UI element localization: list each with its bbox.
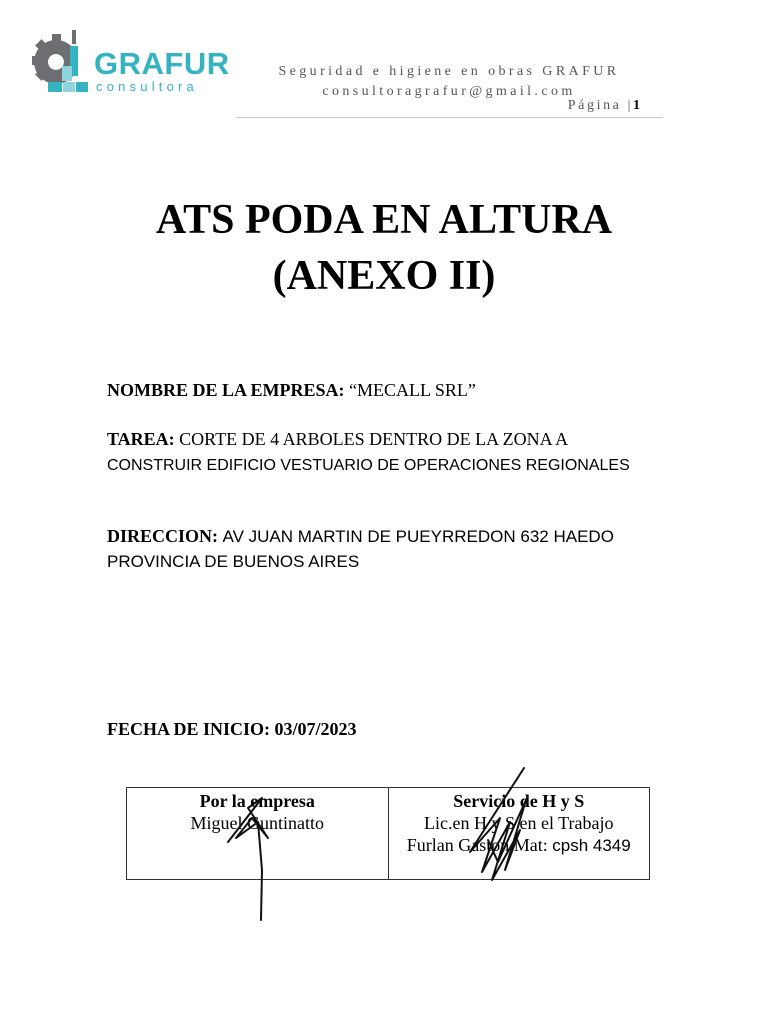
company-logo [26, 26, 231, 98]
signature-heading-hys: Servicio de H y S [453, 791, 585, 811]
direccion-value-line-1: AV JUAN MARTIN DE PUEYRREDON 632 HAEDO [222, 527, 614, 546]
empresa-field [107, 378, 667, 403]
header-email: consultoragrafur@gmail.com [322, 84, 576, 99]
empresa-label: NOMBRE DE LA EMPRESA: [107, 380, 345, 400]
header-text [236, 62, 662, 102]
gear-factory-logo-icon [26, 26, 96, 96]
direccion-value-line-2: PROVINCIA DE BUENOS AIRES [107, 552, 360, 571]
signature-name-hys-text: Furlan Gaston Mat: [406, 835, 548, 855]
header-divider [236, 117, 663, 118]
title-line-1: ATS PODA EN ALTURA [155, 197, 613, 243]
page-number [568, 98, 640, 114]
title-line-2: (ANEXO II) [272, 253, 496, 299]
document-title [0, 192, 768, 304]
tarea-label: TAREA: [107, 429, 175, 449]
empresa-value: “MECALL SRL” [349, 380, 476, 400]
logo-name: GRAFUR [94, 46, 230, 81]
direccion-field [107, 524, 667, 574]
tarea-field [107, 427, 667, 478]
fecha-field [107, 719, 357, 740]
tarea-value-line-1: CORTE DE 4 ARBOLES DENTRO DE LA ZONA A [179, 429, 569, 449]
fecha-value: 03/07/2023 [274, 719, 357, 739]
header-line-1: Seguridad e higiene en obras GRAFUR [278, 64, 620, 79]
signature-name-hys [389, 834, 650, 857]
page-label: Página | [567, 98, 633, 113]
direccion-label: DIRECCION: [107, 526, 219, 546]
signature-heading-empresa: Por la empresa [199, 791, 315, 811]
fecha-label: FECHA DE INICIO: [107, 719, 271, 739]
signature-cell-hys [388, 788, 650, 879]
signature-cell-empresa [127, 788, 388, 879]
signature-mat-number: cpsh 4349 [552, 836, 631, 855]
signature-name-empresa: Miguel Guntinatto [190, 813, 324, 833]
logo-subtitle: consultora [96, 79, 198, 94]
tarea-value-line-2: CONSTRUIR EDIFICIO VESTUARIO DE OPERACIONES REGIONALES [107, 457, 630, 474]
page-number-value: 1 [633, 98, 640, 113]
signature-table [126, 787, 650, 880]
signature-title-hys: Lic.en H y S en el Trabajo [424, 813, 614, 833]
